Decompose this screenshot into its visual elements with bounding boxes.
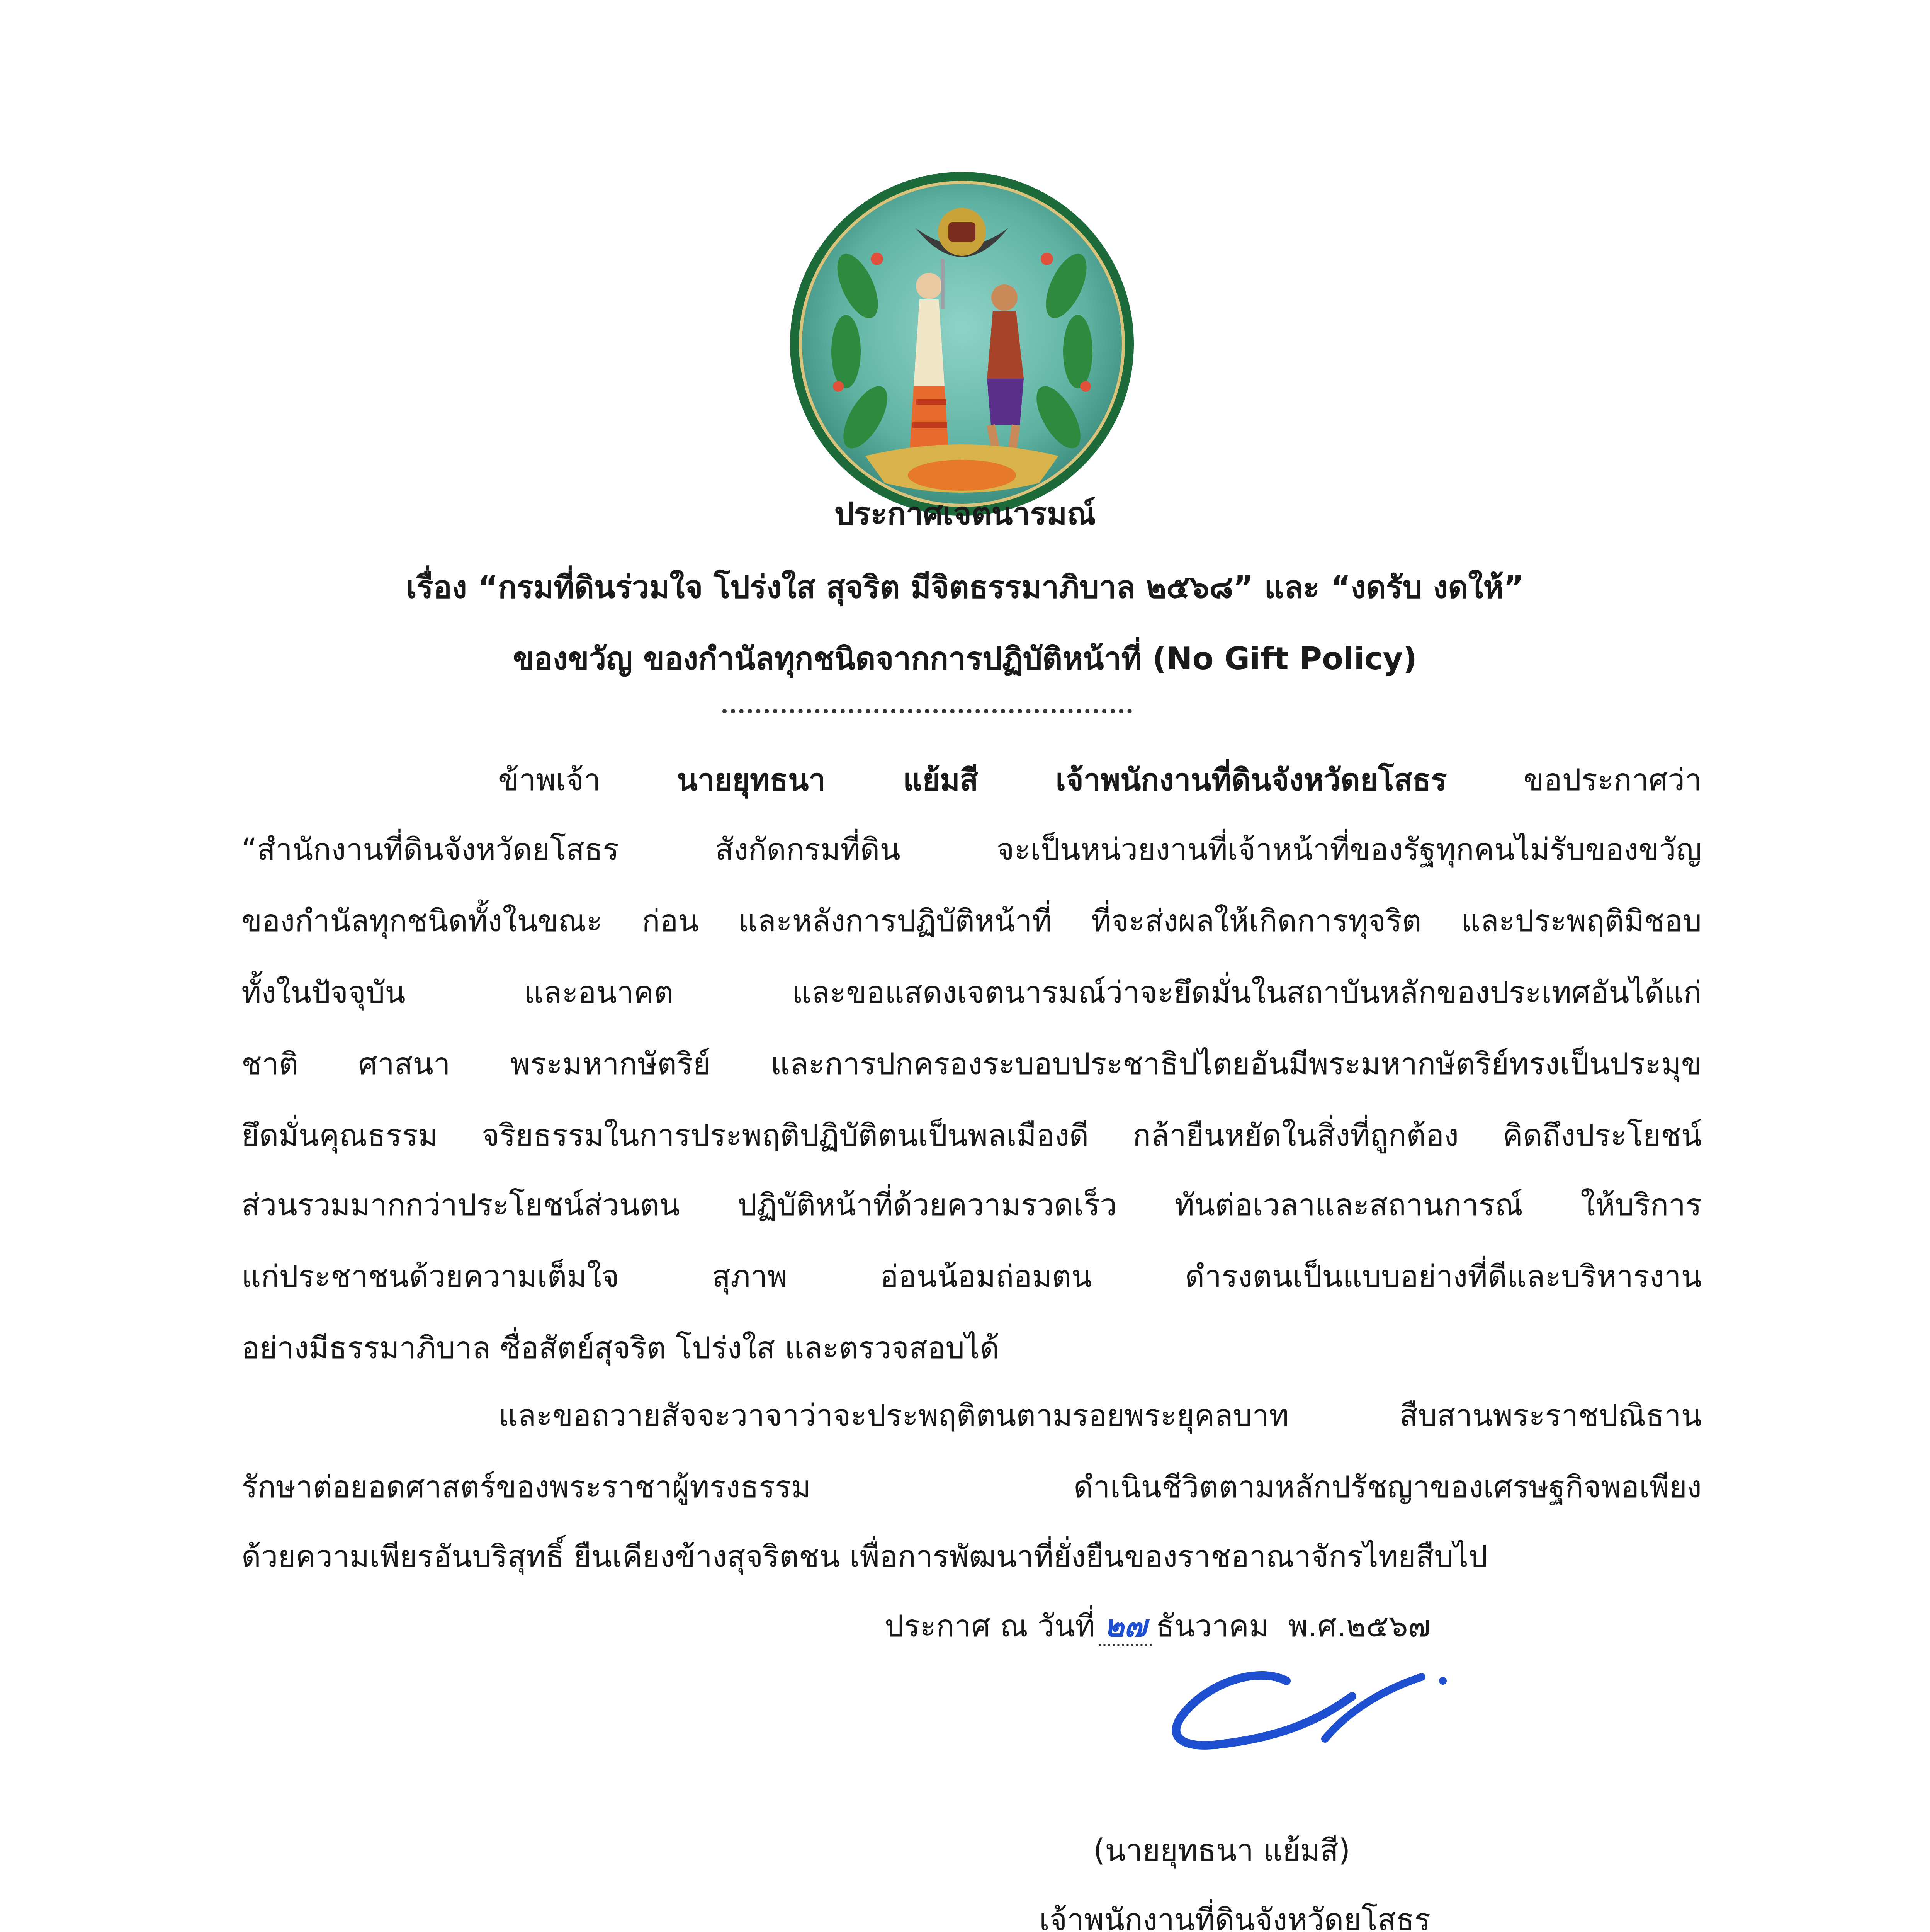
body-line: “สำนักงานที่ดินจังหวัดยโสธร สังกัดกรมที่ดิน จะเป็นหน่วยงานที่เจ้าหน้าที่ของรัฐทุกคนไม่รับของขวัญ [241, 832, 1702, 867]
body-line: อย่างมีธรรมาภิบาล ซื่อสัตย์สุจริต โปร่งใส และตรวจสอบได้ [241, 1331, 999, 1366]
body-line: ส่วนรวมมากกว่าประโยชน์ส่วนตน ปฏิบัติหน้าที่ด้วยความรวดเร็ว ทันต่อเวลาและสถานการณ์ ให้บริการ [241, 1188, 1702, 1223]
body-line: รักษาต่อยอดศาสตร์ของพระราชาผู้ทรงธรรม ดำเนินชีวิตตามหลักปรัชญาของเศรษฐกิจพอเพียง [241, 1470, 1702, 1505]
paragraph-1-first-line [498, 763, 1702, 798]
announcement-date [885, 1609, 1431, 1644]
date-month: ธันวาคม [1156, 1609, 1269, 1644]
signer-position: เจ้าพนักงานที่ดินจังหวัดยโสธร [1039, 1903, 1431, 1932]
paragraph-2-first-line: และขอถวายสัจจะวาจาว่าจะประพฤติตนตามรอยพระยุคลบาท สืบสานพระราชปณิธาน [498, 1398, 1702, 1433]
body-line: ด้วยความเพียรอันบริสุทธิ์ ยืนเคียงข้างสุจริตชน เพื่อการพัฒนาที่ยั่งยืนของราชอาณาจักรไทยสืบไป [241, 1539, 1488, 1574]
officer-name-title: นายยุทธนา แย้มสี เจ้าพนักงานที่ดินจังหวัดยโสธร [677, 763, 1447, 798]
body-line: ทั้งในปัจจุบัน และอนาคต และขอแสดงเจตนารมณ์ว่าจะยึดมั่นในสถาบันหลักของประเทศอันได้แก่ [241, 975, 1702, 1010]
body-line: ชาติ ศาสนา พระมหากษัตริย์ และการปกครองระบอบประชาธิปไตยอันมีพระมหากษัตริย์ทรงเป็นประมุข [241, 1047, 1702, 1082]
subject-line-1: เรื่อง “กรมที่ดินร่วมใจ โปร่งใส สุจริต มีจิตธรรมาภิบาล ๒๕๖๘” และ “งดรับ งดให้” [406, 569, 1524, 605]
provincial-seal-icon [788, 170, 1136, 518]
intro-end-text: ขอประกาศว่า [1523, 763, 1702, 798]
body-line: ยึดมั่นคุณธรรม จริยธรรมในการประพฤติปฏิบัติตนเป็นพลเมืองดี กล้ายืนหยัดในสิ่งที่ถูกต้อง คิดถึงประโยชน์ [241, 1118, 1702, 1153]
dotted-divider [722, 709, 1132, 713]
handwritten-signature [1159, 1650, 1460, 1766]
intro-text: ข้าพเจ้า [498, 763, 601, 798]
document-title: ประกาศเจตนารมณ์ [834, 496, 1096, 532]
date-year: พ.ศ.๒๕๖๗ [1288, 1609, 1431, 1644]
body-line: ของกำนัลทุกชนิดทั้งในขณะ ก่อน และหลังการปฏิบัติหน้าที่ ที่จะส่งผลให้เกิดการทุจริต และประพฤติมิชอบ [241, 904, 1702, 939]
date-prefix: ประกาศ ณ วันที่ [885, 1609, 1095, 1644]
date-day-handwritten: ๒๗ [1099, 1609, 1152, 1646]
body-line: แก่ประชาชนด้วยความเต็มใจ สุภาพ อ่อนน้อมถ่อมตน ดำรงตนเป็นแบบอย่างที่ดีและบริหารงาน [241, 1259, 1702, 1294]
subject-line-2: ของขวัญ ของกำนัลทุกชนิดจากการปฏิบัติหน้าที่ (No Gift Policy) [513, 641, 1417, 677]
signer-name: (นายยุทธนา แย้มสี) [1093, 1833, 1351, 1868]
